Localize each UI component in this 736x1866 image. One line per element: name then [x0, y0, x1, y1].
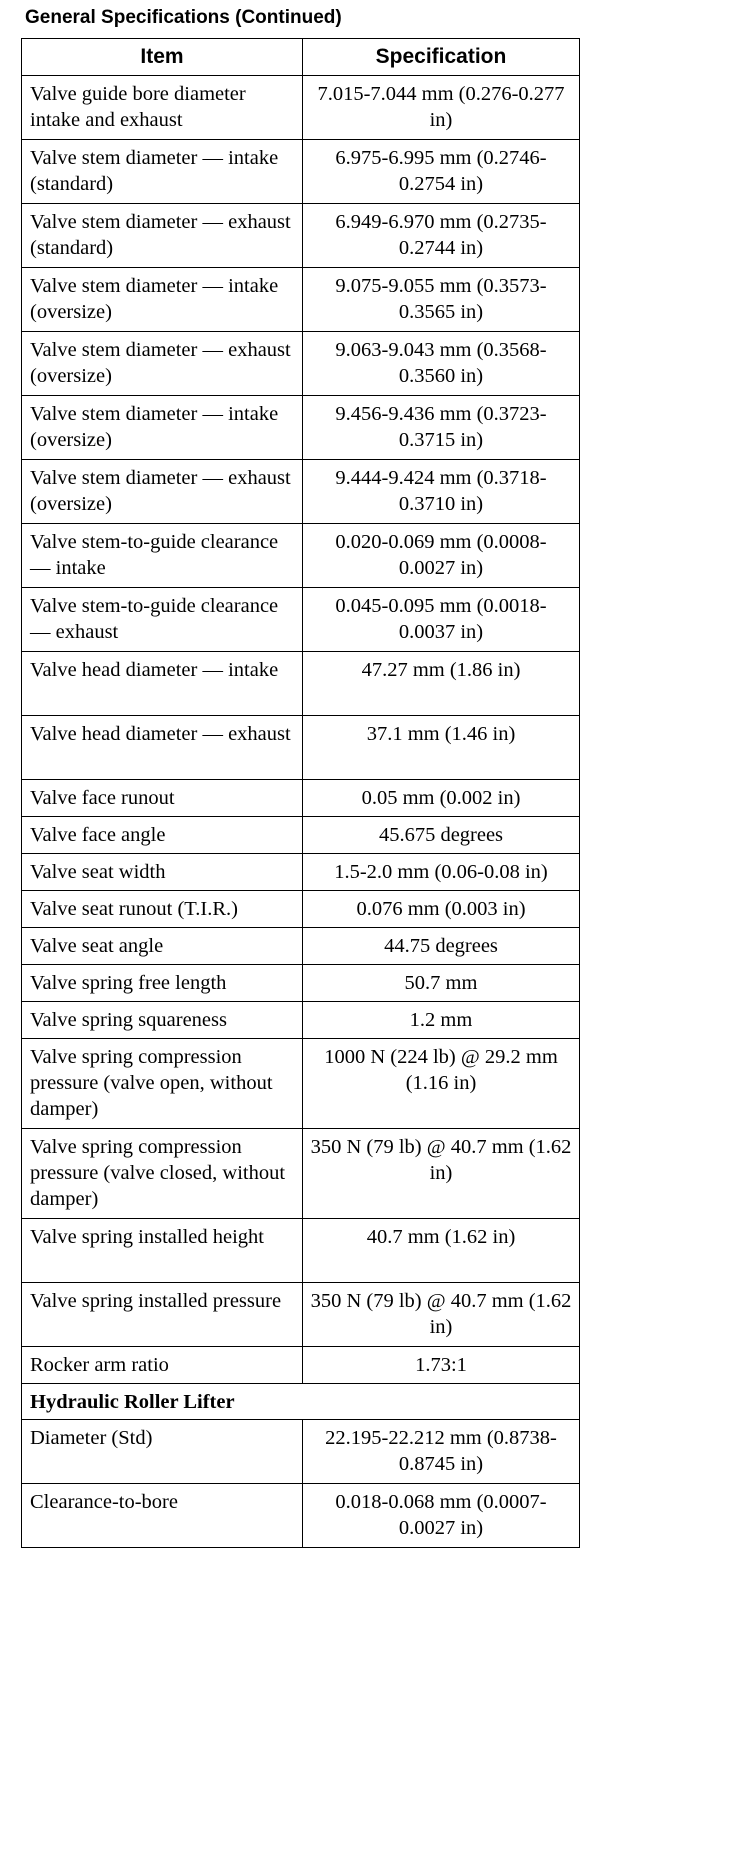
page-title: General Specifications (Continued): [25, 7, 342, 28]
item-cell: Valve stem diameter — exhaust (oversize): [22, 332, 303, 396]
table-row: [22, 1039, 580, 1129]
table-row: [22, 140, 580, 204]
table-row: [22, 1129, 580, 1219]
spec-cell: 0.045-0.095 mm (0.0018-0.0037 in): [303, 588, 580, 652]
item-cell: Valve spring installed height: [22, 1219, 303, 1283]
table-row: [22, 204, 580, 268]
item-cell: Valve stem diameter — intake (standard): [22, 140, 303, 204]
item-cell: Valve stem diameter — exhaust (standard): [22, 204, 303, 268]
item-cell: Clearance-to-bore: [22, 1484, 303, 1548]
table-row: [22, 588, 580, 652]
item-cell: Valve spring compression pressure (valve closed, without damper): [22, 1129, 303, 1219]
item-cell: Valve stem-to-guide clearance — intake: [22, 524, 303, 588]
section-header-row: [22, 1384, 580, 1420]
item-cell: Valve spring compression pressure (valve open, without damper): [22, 1039, 303, 1129]
item-cell: Rocker arm ratio: [22, 1347, 303, 1384]
spec-cell: 1.5-2.0 mm (0.06-0.08 in): [303, 854, 580, 891]
table-row: [22, 965, 580, 1002]
table-row: [22, 332, 580, 396]
spec-cell: 44.75 degrees: [303, 928, 580, 965]
item-cell: Valve stem-to-guide clearance — exhaust: [22, 588, 303, 652]
spec-cell: 6.949-6.970 mm (0.2735-0.2744 in): [303, 204, 580, 268]
table-row: [22, 1347, 580, 1384]
spec-cell: 50.7 mm: [303, 965, 580, 1002]
spec-cell: 9.444-9.424 mm (0.3718-0.3710 in): [303, 460, 580, 524]
table-row: [22, 1484, 580, 1548]
table-row: [22, 76, 580, 140]
spec-cell: 37.1 mm (1.46 in): [303, 716, 580, 780]
spec-cell: 7.015-7.044 mm (0.276-0.277 in): [303, 76, 580, 140]
spec-cell: 6.975-6.995 mm (0.2746-0.2754 in): [303, 140, 580, 204]
item-cell: Valve guide bore diameter intake and exhaust: [22, 76, 303, 140]
item-cell: Valve seat width: [22, 854, 303, 891]
spec-cell: 40.7 mm (1.62 in): [303, 1219, 580, 1283]
item-cell: Diameter (Std): [22, 1420, 303, 1484]
spec-cell: 1000 N (224 lb) @ 29.2 mm (1.16 in): [303, 1039, 580, 1129]
item-cell: Valve stem diameter — exhaust (oversize): [22, 460, 303, 524]
spec-cell: 9.456-9.436 mm (0.3723-0.3715 in): [303, 396, 580, 460]
item-cell: Valve face runout: [22, 780, 303, 817]
table-row: [22, 396, 580, 460]
item-cell: Valve spring squareness: [22, 1002, 303, 1039]
table-row: [22, 1219, 580, 1283]
spec-cell: 9.075-9.055 mm (0.3573-0.3565 in): [303, 268, 580, 332]
item-cell: Valve seat angle: [22, 928, 303, 965]
spec-cell: 0.020-0.069 mm (0.0008-0.0027 in): [303, 524, 580, 588]
table-row: [22, 268, 580, 332]
spec-cell: 9.063-9.043 mm (0.3568-0.3560 in): [303, 332, 580, 396]
table-row: [22, 854, 580, 891]
spec-cell: 47.27 mm (1.86 in): [303, 652, 580, 716]
table-row: [22, 1420, 580, 1484]
table-row: [22, 817, 580, 854]
table-header-row: [22, 39, 580, 76]
table-row: [22, 460, 580, 524]
table-row: [22, 1002, 580, 1039]
table-row: [22, 780, 580, 817]
section-header: Hydraulic Roller Lifter: [22, 1384, 580, 1420]
item-cell: Valve seat runout (T.I.R.): [22, 891, 303, 928]
table-row: [22, 928, 580, 965]
spec-cell: 350 N (79 lb) @ 40.7 mm (1.62 in): [303, 1129, 580, 1219]
item-cell: Valve stem diameter — intake (oversize): [22, 396, 303, 460]
table-row: [22, 652, 580, 716]
spec-cell: 1.73:1: [303, 1347, 580, 1384]
item-cell: Valve spring free length: [22, 965, 303, 1002]
item-cell: Valve stem diameter — intake (oversize): [22, 268, 303, 332]
column-header-specification: Specification: [303, 39, 580, 76]
specifications-table: [21, 38, 580, 1548]
item-cell: Valve face angle: [22, 817, 303, 854]
spec-cell: 0.076 mm (0.003 in): [303, 891, 580, 928]
item-cell: Valve head diameter — intake: [22, 652, 303, 716]
table-row: [22, 524, 580, 588]
table-row: [22, 716, 580, 780]
spec-cell: 0.018-0.068 mm (0.0007-0.0027 in): [303, 1484, 580, 1548]
spec-cell: 350 N (79 lb) @ 40.7 mm (1.62 in): [303, 1283, 580, 1347]
spec-cell: 0.05 mm (0.002 in): [303, 780, 580, 817]
spec-cell: 1.2 mm: [303, 1002, 580, 1039]
table-row: [22, 1283, 580, 1347]
spec-cell: 22.195-22.212 mm (0.8738-0.8745 in): [303, 1420, 580, 1484]
table-row: [22, 891, 580, 928]
item-cell: Valve spring installed pressure: [22, 1283, 303, 1347]
column-header-item: Item: [22, 39, 303, 76]
item-cell: Valve head diameter — exhaust: [22, 716, 303, 780]
spec-cell: 45.675 degrees: [303, 817, 580, 854]
